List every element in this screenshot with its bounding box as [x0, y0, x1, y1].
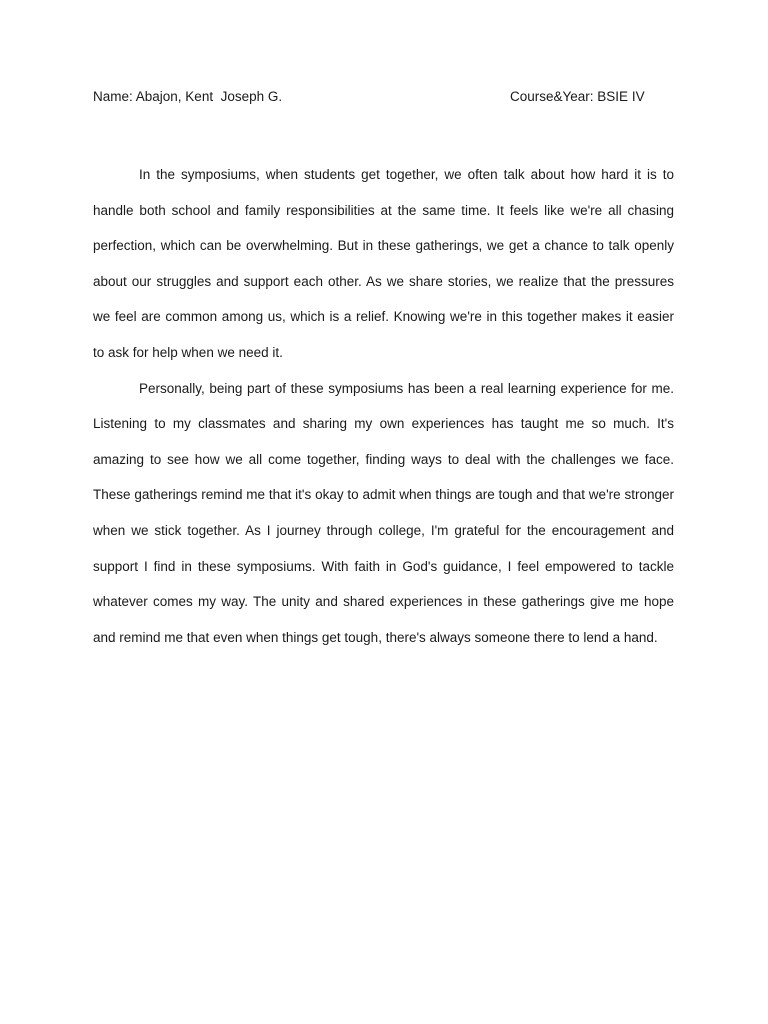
- essay-paragraph-1: In the symposiums, when students get together, we often talk about how hard it is to handle both school and family responsibilities at the same time. It feels like we're all chasing perfection, which can be overwhelming. But in these gatherings, we get a chance to talk openly about our struggles and support each other. As we share stories, we realize that the pressures we feel are common among us, which is a relief. Knowing we're in this together makes it easier to ask for help when we need it.: [93, 167, 674, 360]
- document-header: [93, 87, 675, 107]
- student-name: Name: Abajon, Kent Joseph G.: [93, 89, 283, 104]
- essay-paragraph-2: Personally, being part of these symposiums has been a real learning experience for me. Listening to my classmates and sharing my own experiences has taught me so much. It's amazing to see how we all come together, finding ways to deal with the challenges we face. These gatherings remind me that it's okay to admit when things are tough and that we're stronger when we stick together. As I journey through college, I'm grateful for the encouragement and support I find in these symposiums. With faith in God's guidance, I feel empowered to tackle whatever comes my way. The unity and shared experiences in these gatherings give me hope and remind me that even when things get tough, there's always someone there to lend a hand.: [93, 380, 674, 645]
- course-year: Course&Year: BSIE IV: [510, 89, 645, 104]
- essay-body: [93, 157, 674, 655]
